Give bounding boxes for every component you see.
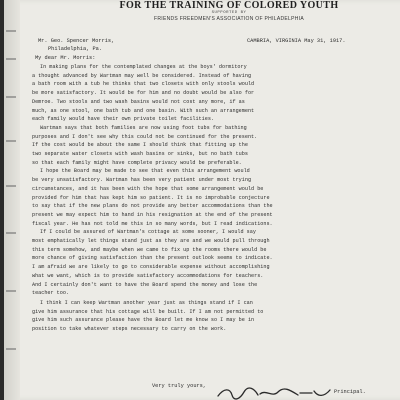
body-line: And I certainly don't want to have the Board spend the money and lose the bbox=[32, 281, 258, 288]
body-line: Wartman says that both families are now using foot tubs for bathing bbox=[40, 124, 247, 131]
closing: Very truly yours, bbox=[152, 383, 207, 389]
body-line: fiscal year. He has not told me this in so many words, but I read indications. bbox=[32, 220, 273, 227]
addressee-name: Mr. Geo. Spencer Morris, bbox=[38, 38, 115, 44]
body-line: what we want, which is to provide satisfactory accommodations for teachers. bbox=[32, 272, 264, 279]
addressee bbox=[38, 37, 114, 53]
margin-mark bbox=[6, 140, 16, 142]
body-line: more chance of giving satisfaction than the present outlook seems to indicate. bbox=[32, 255, 273, 262]
letterhead-association: FRIENDS FREEDMEN'S ASSOCIATION OF PHILADELPHIA bbox=[154, 16, 304, 22]
addressee-city: Philadelphia, Pa. bbox=[48, 46, 103, 52]
body-line: give him such assurance please have the Board let me know so I may be in bbox=[32, 317, 255, 324]
body-line: In making plans for the contemplated changes at the boys' dormitory bbox=[40, 64, 247, 70]
body-line: Demroe. Two stools and two wash basins would not cost any more, if as bbox=[32, 98, 245, 105]
body-line: I think I can keep Wartman another year just as things stand if I can bbox=[40, 300, 253, 306]
body-line: a thought advanced by Wartman may well be considered. Instead of having bbox=[32, 72, 252, 79]
body-line: to say that if the new plans do not provide any better accommodations than the bbox=[32, 203, 273, 210]
left-margin-strip bbox=[4, 0, 20, 400]
body-line: circumstances, and it has been with the hope that some arrangement would be bbox=[32, 185, 264, 192]
body-line: each family would have their own private toilet facilities. bbox=[32, 116, 215, 123]
body-line: so that each family might have complete privacy would be preferable. bbox=[32, 159, 242, 166]
body-line: provided for him that has kept him so patient. It is no improbable conjecture bbox=[32, 194, 270, 201]
letterhead-supported-by: SUPPORTED BY bbox=[211, 11, 247, 15]
salutation: My dear Mr. Morris: bbox=[35, 55, 96, 61]
letterhead bbox=[94, 0, 364, 22]
body-line: I am afraid we are likely to go to considerable expense without accomplishing bbox=[32, 264, 270, 271]
signature-title: Principal. bbox=[334, 389, 366, 395]
body-line: purposes and I don't see why this could not be continued for the present. bbox=[32, 133, 258, 140]
handwritten-signature bbox=[214, 386, 334, 400]
body-line: be more satisfactory. It would be for him and no doubt would be also for bbox=[32, 90, 255, 97]
body-line: If I could be assured of Wartman's cottage at some sooner, I would say bbox=[40, 229, 256, 236]
margin-mark bbox=[6, 96, 16, 98]
margin-mark bbox=[6, 232, 16, 234]
body-line: two separate water closets with wash basins or sinks, but no bath tubs bbox=[32, 151, 248, 157]
body-line: I hope the Board may be made to see that even this arrangement would bbox=[40, 168, 250, 175]
letterhead-title: FOR THE TRAINING OF COLORED YOUTH bbox=[119, 0, 339, 11]
body-line: give him assurance that his cottage will be built. If I am not permitted to bbox=[32, 308, 264, 315]
body-line: present we may expect him to hand in his resignation at the end of the present bbox=[32, 211, 273, 218]
body-line: If the cost would be about the same I should think that fitting up the bbox=[32, 142, 248, 149]
body-line: position to take whatever steps necessary to carry on the work. bbox=[32, 326, 227, 333]
margin-mark bbox=[6, 58, 16, 60]
margin-mark bbox=[6, 30, 16, 32]
letter-page bbox=[4, 0, 400, 400]
margin-mark bbox=[6, 348, 16, 350]
dateline: CAMBRIA, VIRGINIA May 31, 1917. bbox=[247, 38, 346, 44]
body-line: be very unsatisfactory. Wartman has been very patient under most trying bbox=[32, 177, 252, 184]
margin-mark bbox=[6, 290, 16, 292]
body-line: teacher too. bbox=[32, 290, 70, 297]
margin-mark bbox=[6, 185, 16, 187]
body-line: this term somehow, and maybe when we came to fix up the rooms there would be bbox=[32, 246, 267, 253]
body-line: a bath room with a tub he thinks that two closets with only stools would bbox=[32, 81, 255, 88]
body-line: much, as one stool, one bath tub and one basin. With such an arrangement bbox=[32, 107, 255, 114]
body-line: most emphatically let things stand just as they are and we would pull through bbox=[32, 238, 270, 244]
